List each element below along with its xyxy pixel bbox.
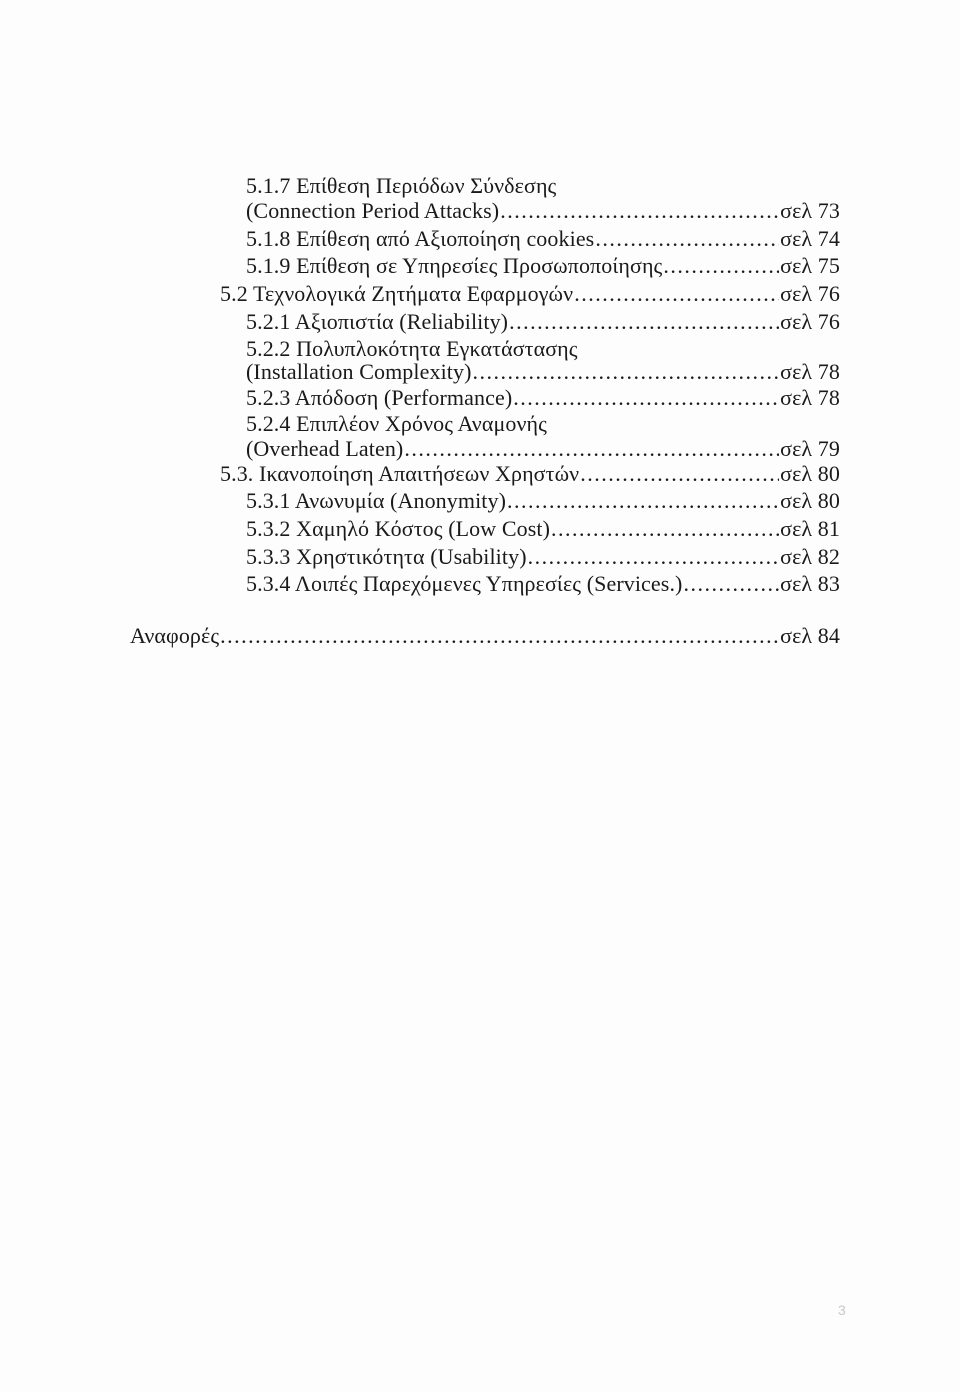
toc-title: Χρηστικότητα (Usability): [296, 544, 527, 569]
toc-number: 5.3.1: [246, 488, 291, 513]
toc-page: σελ 84: [780, 623, 840, 648]
toc-title: Χαμηλό Κόστος (Low Cost): [296, 516, 551, 541]
toc-page: σελ 74: [780, 226, 840, 251]
toc-title: Αξιοπιστία (Reliability): [294, 309, 509, 334]
toc-entry-5-1-9: [246, 252, 840, 280]
toc-number: 5.2: [220, 281, 248, 306]
toc-title: (Installation Complexity): [246, 359, 472, 384]
dot-leader: [404, 435, 779, 463]
toc-number: 5.3.: [220, 461, 254, 486]
dot-leader: [500, 197, 779, 225]
toc-page: σελ 82: [780, 544, 840, 569]
toc-page: σελ 81: [780, 516, 840, 541]
toc-title: Επίθεση σε Υπηρεσίες Προσωποποίησης: [296, 253, 663, 278]
dot-leader: [473, 358, 780, 386]
toc-entry-5-2: [220, 280, 840, 308]
toc-title: Επίθεση από Αξιοποίηση cookies: [296, 226, 595, 251]
toc-entry-5-2-3: [246, 384, 840, 412]
dot-leader: [574, 280, 779, 308]
toc-number: 5.1.8: [246, 226, 291, 251]
dot-leader: [528, 543, 779, 571]
toc-number: 5.2.1: [246, 309, 291, 334]
toc-entry-5-1-8: [246, 225, 840, 253]
toc-entry-5-2-4: [246, 410, 547, 438]
toc-page: σελ 78: [780, 359, 840, 384]
toc-entry-5-1-7: [246, 172, 556, 200]
toc-entry-5-2-4-continued: [246, 435, 840, 463]
toc-title: (Overhead Laten): [246, 436, 404, 461]
page-number: 3: [838, 1302, 846, 1318]
toc-number: 5.2.3: [246, 385, 291, 410]
dot-leader: [580, 460, 779, 488]
toc-entry-5-3: [220, 460, 840, 488]
toc-page: σελ 76: [780, 281, 840, 306]
toc-page: σελ 80: [780, 461, 840, 486]
dot-leader: [220, 622, 779, 650]
toc-entry-5-2-2-continued: [246, 358, 840, 386]
toc-page: σελ 76: [780, 309, 840, 334]
toc-number: 5.3.2: [246, 516, 291, 541]
toc-number: 5.3.3: [246, 544, 291, 569]
toc-number: 5.3.4: [246, 571, 291, 596]
toc-entry-references: [130, 622, 840, 650]
toc-title: Αναφορές: [130, 623, 220, 648]
toc-entry-5-3-1: [246, 487, 840, 515]
toc-entry-5-3-3: [246, 543, 840, 571]
toc-title: Ανωνυμία (Anonymity): [294, 488, 507, 513]
toc-page: σελ 79: [780, 436, 840, 461]
toc-entry-5-3-2: [246, 515, 840, 543]
toc-title: Πολυπλοκότητα Εγκατάστασης: [296, 336, 578, 361]
toc-entry-5-1-7-continued: [246, 197, 840, 225]
toc-page: σελ 80: [780, 488, 840, 513]
toc-title: (Connection Period Attacks): [246, 198, 500, 223]
dot-leader: [551, 515, 779, 543]
toc-number: 5.1.9: [246, 253, 291, 278]
toc-title: Λοιπές Παρεχόμενες Υπηρεσίες (Services.): [294, 571, 683, 596]
toc-title: Επιπλέον Χρόνος Αναμονής: [296, 411, 547, 436]
toc-number: 5.2.4: [246, 411, 291, 436]
toc-number: 5.2.2: [246, 336, 291, 361]
toc-entry-5-3-4: [246, 570, 840, 598]
dot-leader: [507, 487, 779, 515]
dot-leader: [683, 570, 779, 598]
toc-number: 5.1.7: [246, 173, 291, 198]
toc-page: σελ 73: [780, 198, 840, 223]
dot-leader: [513, 384, 779, 412]
toc-page: σελ 78: [780, 385, 840, 410]
toc-entry-5-2-1: [246, 308, 840, 336]
dot-leader: [509, 308, 779, 336]
dot-leader: [663, 252, 779, 280]
toc-page: σελ 83: [780, 571, 840, 596]
toc-page: σελ 75: [780, 253, 840, 278]
toc-title: Απόδοση (Performance): [294, 385, 513, 410]
toc-title: Επίθεση Περιόδων Σύνδεσης: [296, 173, 557, 198]
toc-title: Τεχνολογικά Ζητήματα Εφαρμογών: [253, 281, 574, 306]
dot-leader: [595, 225, 779, 253]
toc-title: Ικανοποίηση Απαιτήσεων Χρηστών: [259, 461, 580, 486]
